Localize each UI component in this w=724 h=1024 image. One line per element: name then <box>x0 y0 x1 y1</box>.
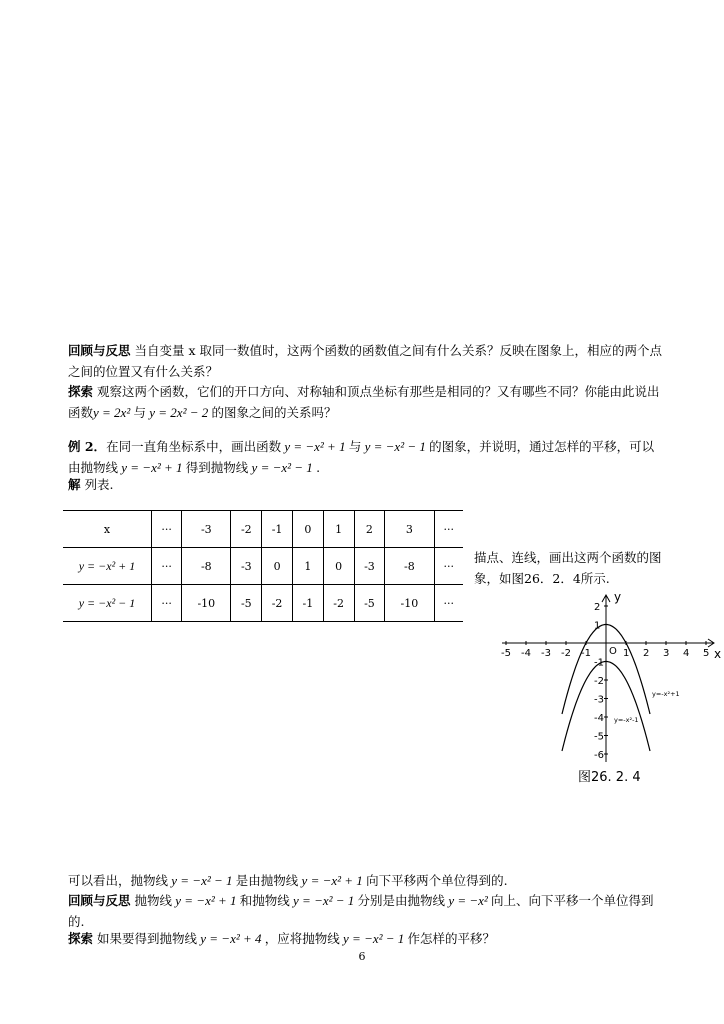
table-cell: ··· <box>434 585 463 622</box>
reflect-text: 和抛物线 <box>239 893 290 908</box>
explore-paragraph-2 <box>68 929 664 950</box>
y-tick-label: -2 <box>594 676 604 687</box>
formula: y = −x² + 1 <box>281 439 349 454</box>
explore-label: 探索 <box>68 384 94 399</box>
table-cell: -5 <box>354 585 385 622</box>
row-header: x <box>63 511 152 548</box>
y-tick-label: -4 <box>594 713 604 724</box>
y-tick-label: 1 <box>594 620 601 632</box>
x-tick-label: 4 <box>683 648 690 659</box>
y-tick-label: -1 <box>594 657 604 669</box>
table-cell: -3 <box>182 511 231 548</box>
x-tick-label: 5 <box>703 648 710 659</box>
reflect-label: 回顾与反思 <box>68 893 131 908</box>
example-paragraph <box>68 437 664 478</box>
conclusion-text: 是由抛物线 <box>235 873 299 888</box>
example-text: 得到抛物线 <box>185 459 249 475</box>
reflect-text: 分别是由抛物线 <box>357 893 446 908</box>
reflect-text: 当自变量 x 取同一数值时，这两个函数的函数值之间有什么关系？反映在图象上，相应的两个点之间的位置又有什么关系？ <box>68 343 662 379</box>
reflect-text: 向上、向下平移一个单位得到的. <box>68 893 654 929</box>
table-cell: -1 <box>262 511 293 548</box>
explore-text: 作怎样的平移？ <box>407 931 496 946</box>
formula: y = −x² − 1 <box>361 439 430 454</box>
formula: y = −x² − 1 <box>339 931 408 946</box>
y-axis-label: y <box>614 592 622 604</box>
table-cell: ··· <box>152 585 182 622</box>
value-table <box>63 510 463 622</box>
explore-text: 与 <box>133 404 146 420</box>
reflect-label: 回顾与反思 <box>68 343 131 358</box>
axis-ticks <box>501 602 709 761</box>
x-tick-label: -2 <box>561 648 571 659</box>
y-tick-label: -6 <box>594 750 604 761</box>
reflect-paragraph-1 <box>68 341 664 382</box>
table-cell: -5 <box>231 585 262 622</box>
conclusion-text: 可以看出，抛物线 <box>68 873 169 888</box>
example-text: 的图象，并说明，通过怎样的平移，可以由抛物线 <box>68 439 655 475</box>
parabola-graph <box>500 592 722 790</box>
x-tick-label: 2 <box>643 648 650 659</box>
explore-text: 的图象之间的关系吗？ <box>211 404 337 420</box>
explore-text: 观察这两个函数，它们的开口方向、对称轴和顶点坐标有那些是相同的？又有哪些不同？你能由此说出函数 <box>68 384 660 420</box>
explore-text: 如果要得到抛物线 <box>93 931 197 946</box>
formula: y = −x² + 4 <box>197 931 265 946</box>
table-row <box>63 585 463 622</box>
example-text: 与 <box>348 439 362 454</box>
figure-caption: 图26. 2. 4 <box>578 770 641 785</box>
y-tick-label: -3 <box>594 694 604 706</box>
table-cell: ··· <box>152 511 182 548</box>
x-tick-label: -3 <box>541 648 551 659</box>
table-cell: -8 <box>385 548 434 585</box>
origin-label: O <box>609 646 617 657</box>
table-cell: 0 <box>262 548 293 585</box>
formula: y = −x² + 1 <box>172 893 240 908</box>
x-axis-label: x <box>714 647 722 661</box>
formula: y = −x² + 1 <box>118 459 186 475</box>
table-cell: -2 <box>323 585 354 622</box>
reflect-text: 抛物线 <box>130 893 172 908</box>
reflect-paragraph-2 <box>68 891 664 932</box>
row-header: y = −x² − 1 <box>63 585 152 622</box>
y-tick-label: 2 <box>594 602 601 613</box>
formula: y = −x² + 1 <box>298 873 367 888</box>
formula: y = 2x² <box>93 404 134 420</box>
example-text: . <box>316 459 321 475</box>
table-cell: -1 <box>292 585 323 622</box>
table-cell: -3 <box>231 548 262 585</box>
x-tick-label: 1 <box>623 648 630 659</box>
curve2-label: y=-x²-1 <box>614 716 639 724</box>
page-number: 6 <box>358 950 366 963</box>
formula: y = 2x² − 2 <box>146 404 212 420</box>
x-tick-label: 3 <box>663 648 670 659</box>
x-tick-label: -5 <box>501 648 511 659</box>
solution-text: 列表. <box>80 477 114 492</box>
formula: y = −x² − 1 <box>289 893 358 908</box>
conclusion-text: 向下平移两个单位得到的. <box>366 873 508 888</box>
table-row <box>63 511 463 548</box>
explore-label: 探索 <box>68 931 94 946</box>
table-cell: 2 <box>354 511 385 548</box>
table-cell: 1 <box>292 548 323 585</box>
example-text: 在同一直角坐标系中，画出函数 <box>106 439 282 454</box>
table-cell: 0 <box>323 548 354 585</box>
formula: y = −x² − 1 <box>248 459 317 475</box>
example-label: 例 2． <box>68 439 107 454</box>
table-cell: ··· <box>152 548 182 585</box>
table-cell: -10 <box>182 585 231 622</box>
solution-paragraph <box>68 475 664 496</box>
figure-description: 描点、连线，画出这两个函数的图象，如图26．2．4所示. <box>474 550 662 586</box>
table-cell: -8 <box>182 548 231 585</box>
table-cell: -2 <box>262 585 293 622</box>
explore-paragraph-1 <box>68 382 664 423</box>
table-cell: ··· <box>434 511 463 548</box>
x-tick-label: -1 <box>581 648 591 659</box>
x-tick-label: -4 <box>521 648 531 659</box>
table-cell: -10 <box>385 585 434 622</box>
table-cell: ··· <box>434 548 463 585</box>
conclusion-paragraph <box>68 871 664 892</box>
curve1-label: y=-x²+1 <box>652 690 680 698</box>
table-cell: 0 <box>292 511 323 548</box>
solution-label: 解 <box>68 477 81 492</box>
table-row <box>63 548 463 585</box>
row-header: y = −x² + 1 <box>63 548 152 585</box>
explore-text: ，应将抛物线 <box>264 931 340 946</box>
table-cell: -2 <box>231 511 262 548</box>
table-cell: 1 <box>323 511 354 548</box>
formula: y = −x² − 1 <box>168 873 236 888</box>
y-tick-label: -5 <box>594 731 604 743</box>
table-cell: 3 <box>385 511 434 548</box>
formula: y = −x² <box>445 893 492 908</box>
table-cell: -3 <box>354 548 385 585</box>
